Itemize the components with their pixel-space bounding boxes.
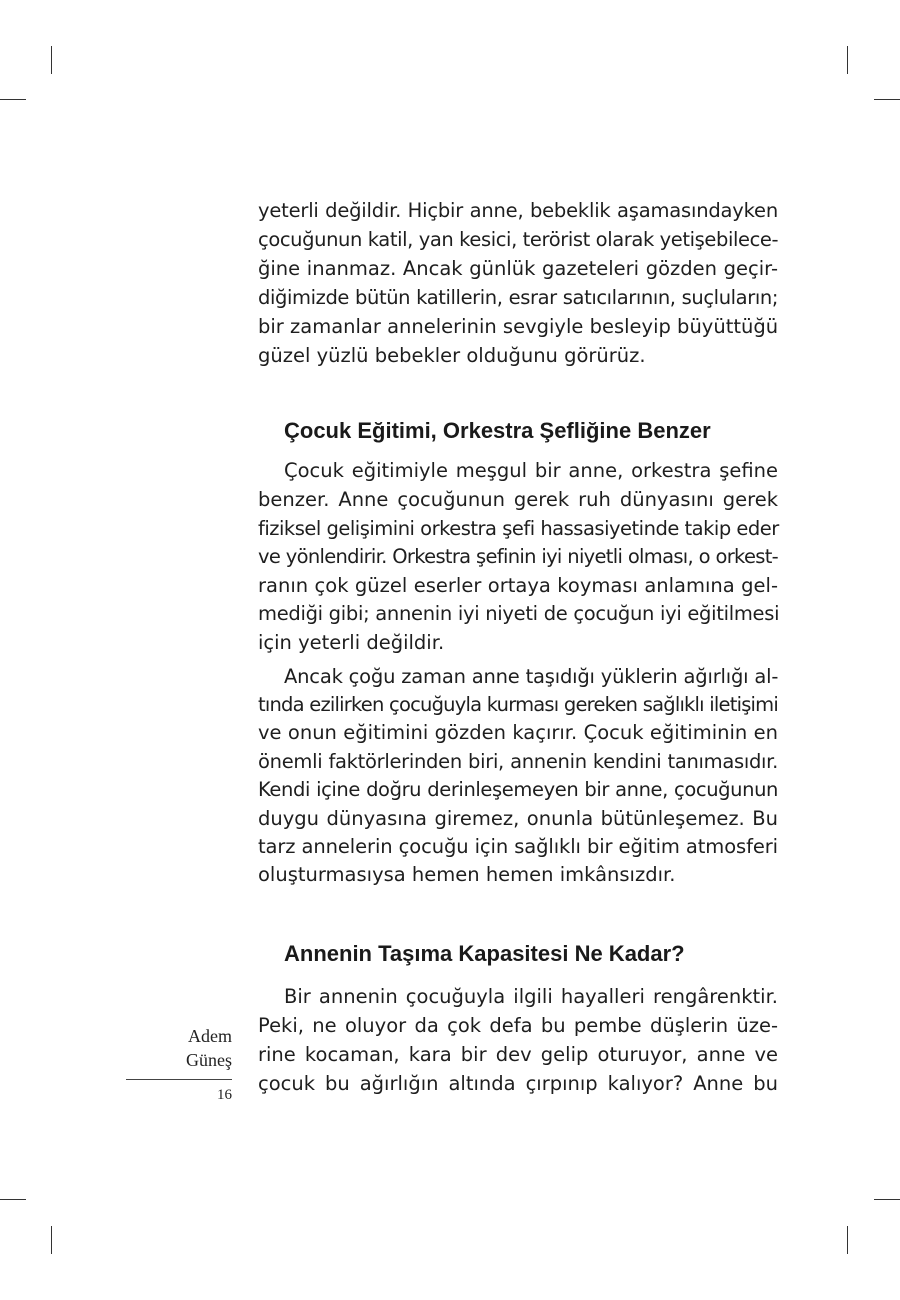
section-heading: Çocuk Eğitimi, Orkestra Şefliğine Benzer [284, 418, 711, 443]
text-line: duygu dünyasına giremez, onunla bütünleşemez. Bu [258, 807, 778, 830]
section-heading: Annenin Taşıma Kapasitesi Ne Kadar? [284, 941, 685, 966]
text-line: Bir annenin çocuğuyla ilgili hayalleri rengârenktir. [284, 985, 778, 1008]
text-line: bir zamanlar annelerinin sevgiyle besleyip büyüttüğü [258, 315, 779, 338]
crop-mark-bottom-right-h [874, 1199, 900, 1200]
text-line: çocuğunun katil, yan kesici, terörist olarak yetişebilece- [258, 228, 779, 251]
text-line: güzel yüzlü bebekler olduğunu görürüz. [258, 344, 646, 367]
text-line: fiziksel gelişimini orkestra şefi hassasiyetinde takip eder [258, 517, 779, 540]
page-number: 16 [217, 1087, 232, 1103]
author-first-name: Adem [188, 1026, 232, 1046]
text-line: yeterli değildir. Hiçbir anne, bebeklik aşamasındayken [258, 199, 778, 222]
text-line: ğine inanmaz. Ancak günlük gazeteleri gözden geçir- [258, 257, 778, 280]
text-line: oluşturmasıysa hemen hemen imkânsızdır. [258, 863, 676, 886]
text-line: diğimizde bütün katillerin, esrar satıcılarının, suçluların; [258, 286, 778, 309]
text-line: çocuk bu ağırlığın altında çırpınıp kalıyor? Anne bu [258, 1072, 778, 1095]
text-line: benzer. Anne çocuğunun gerek ruh dünyasını gerek [258, 488, 778, 511]
crop-mark-top-right [847, 46, 848, 74]
text-line: Çocuk eğitimiyle meşgul bir anne, orkestra şefine [284, 459, 778, 482]
text-line: Peki, ne oluyor da çok defa bu pembe düşlerin üze- [258, 1014, 778, 1037]
text-line: rine kocaman, kara bir dev gelip oturuyor, anne ve [258, 1043, 778, 1066]
crop-mark-top-right-h [874, 99, 900, 100]
text-line: Kendi içine doğru derinleşemeyen bir anne, çocuğunun [258, 778, 778, 801]
author-divider [126, 1079, 232, 1080]
text-line: tında ezilirken çocuğuyla kurması gereken sağlıklı iletişimi [258, 693, 778, 716]
text-line: ranın çok güzel eserler ortaya koyması anlamına gel- [258, 574, 778, 597]
crop-mark-bottom-left [51, 1226, 52, 1254]
text-line: önemli faktörlerinden biri, annenin kendini tanımasıdır. [258, 750, 778, 773]
author-last-name: Güneş [186, 1050, 232, 1070]
crop-mark-bottom-left-h [0, 1199, 26, 1200]
crop-mark-bottom-right [847, 1226, 848, 1254]
text-line: ve yönlendirir. Orkestra şefinin iyi niyetli olması, o orkest- [258, 545, 778, 568]
crop-mark-top-left-h [0, 99, 26, 100]
crop-mark-top-left [51, 46, 52, 74]
text-line: mediği gibi; annenin iyi niyeti de çocuğun iyi eğitilmesi [258, 602, 780, 625]
text-line: ve onun eğitimini gözden kaçırır. Çocuk eğitiminin en [258, 721, 778, 744]
text-line: Ancak çoğu zaman anne taşıdığı yüklerin ağırlığı al- [284, 665, 779, 688]
text-line: tarz annelerin çocuğu için sağlıklı bir eğitim atmosferi [258, 835, 778, 858]
text-line: için yeterli değildir. [258, 631, 445, 654]
